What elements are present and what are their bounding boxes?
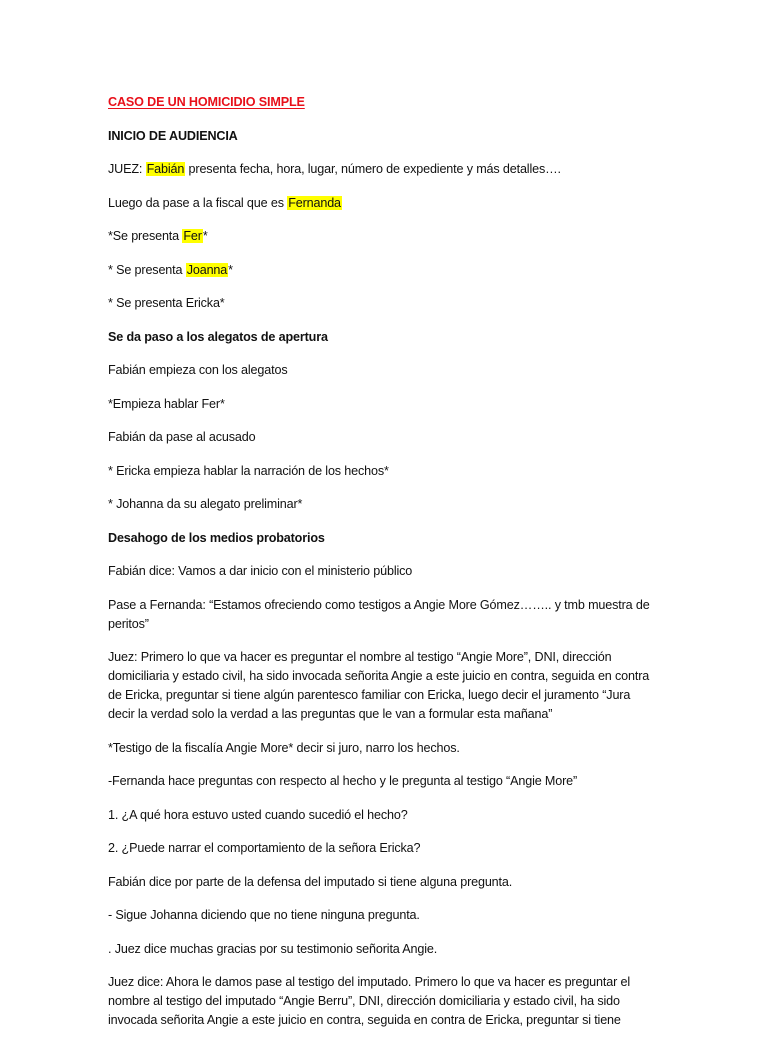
- text-segment: JUEZ:: [108, 162, 146, 176]
- paragraph-se-presenta-ericka: * Se presenta Ericka*: [108, 296, 225, 310]
- paragraph-pregunta-2: 2. ¿Puede narrar el comportamiento de la señora Ericka?: [108, 841, 421, 855]
- highlight-fabian: Fabián: [146, 162, 185, 176]
- paragraph-sigue-johanna: - Sigue Johanna diciendo que no tiene ninguna pregunta.: [108, 908, 420, 922]
- paragraph-se-presenta-fer: [108, 227, 658, 246]
- paragraph-ericka-narracion: * Ericka empieza hablar la narración de los hechos*: [108, 463, 389, 478]
- paragraph-empieza-fer: *Empieza hablar Fer*: [108, 396, 225, 411]
- document-title: CASO DE UN HOMICIDIO SIMPLE: [108, 95, 305, 109]
- paragraph-fabian-pase-acusado: Fabián da pase al acusado: [108, 430, 256, 444]
- heading-inicio-audiencia: INICIO DE AUDIENCIA: [108, 128, 238, 143]
- paragraph-juez-testigo-imputado: Juez dice: Ahora le damos pase al testigo del imputado. Primero lo que va hacer es preguntar el nombre al testigo del imputado “Angie Berru”, DNI, dirección domiciliaria y estado civil, ha sido invocada señorita Angie a este juicio en contra, seguida en contra de Ericka, preguntar si tiene: [108, 975, 630, 1027]
- paragraph-fabian-empieza: Fabián empieza con los alegatos: [108, 363, 288, 377]
- paragraph-pase-fernanda: Pase a Fernanda: “Estamos ofreciendo como testigos a Angie More Gómez…….. y tmb muestra de peritos”: [108, 597, 650, 631]
- paragraph-juez-gracias: . Juez dice muchas gracias por su testimonio señorita Angie.: [108, 941, 438, 956]
- document-page: [108, 93, 658, 1045]
- heading-alegatos-apertura: Se da paso a los alegatos de apertura: [108, 329, 328, 344]
- paragraph-fabian-dice: Fabián dice: Vamos a dar inicio con el ministerio público: [108, 564, 413, 578]
- highlight-joanna: Joanna: [186, 262, 228, 277]
- highlight-fernanda: Fernanda: [288, 195, 341, 210]
- heading-desahogo: Desahogo de los medios probatorios: [108, 530, 325, 545]
- text-segment: *: [202, 229, 208, 243]
- highlight-fer: Fer: [183, 229, 202, 243]
- paragraph-juez-presenta: [108, 160, 658, 179]
- paragraph-juez-primero: Juez: Primero lo que va hacer es preguntar el nombre al testigo “Angie More”, DNI, dirección domiciliaria y estado civil, ha sido invocada señorita Angie a este juicio en contra, seguida en contra de Ericka, preguntar si tiene algún parentesco familiar con Ericka, luego decir el juramento “Jura decir la verdad solo la verdad a las preguntas que le van a formular esta mañana”: [108, 650, 650, 721]
- paragraph-se-presenta-joanna: [108, 261, 658, 280]
- paragraph-fabian-defensa: Fabián dice por parte de la defensa del imputado si tiene alguna pregunta.: [108, 874, 513, 889]
- text-segment: * Se presenta: [108, 262, 186, 277]
- text-segment: *Se presenta: [108, 229, 183, 243]
- text-segment: Luego da pase a la fiscal que es: [108, 195, 288, 210]
- paragraph-testigo-fiscalia: *Testigo de la fiscalía Angie More* decir si juro, narro los hechos.: [108, 740, 460, 755]
- text-segment: presenta fecha, hora, lugar, número de expediente y más detalles….: [185, 162, 561, 176]
- paragraph-pregunta-1: 1. ¿A qué hora estuvo usted cuando sucedió el hecho?: [108, 807, 408, 822]
- paragraph-luego-da-pase: [108, 194, 658, 213]
- text-segment: *: [228, 262, 233, 277]
- paragraph-johanna-alegato: * Johanna da su alegato preliminar*: [108, 497, 303, 511]
- paragraph-fernanda-preguntas: -Fernanda hace preguntas con respecto al hecho y le pregunta al testigo “Angie More”: [108, 774, 578, 788]
